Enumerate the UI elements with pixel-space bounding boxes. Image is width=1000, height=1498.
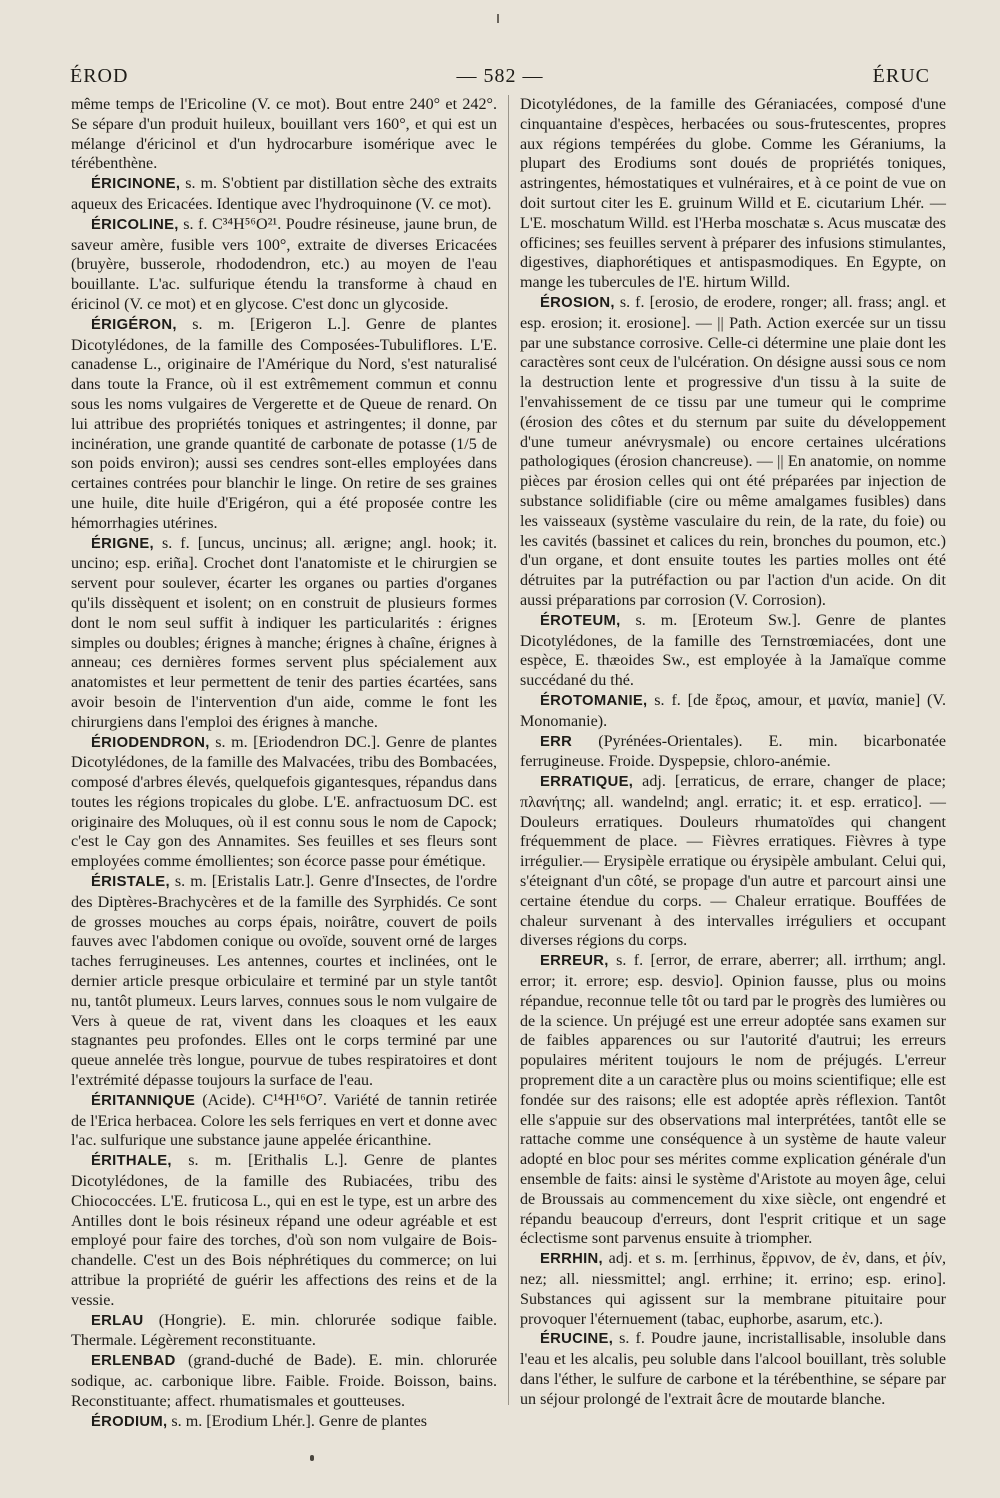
entry-headword: ÉRITANNIQUE: [91, 1092, 196, 1109]
entry-text: adj. [erraticus, de errare, changer de place; πλανήτης; all. wandelnd; angl. erratic; it. et esp. erratico]. — Douleurs erratiques. Douleurs rhumatoïdes qui changent fréquemment de place. — Fièvres erratiques. Fièvres à type irrégulier.— Erysipèle erratique ou érysipèle ambulant. Celui qui, s'éteignant d'un côté, se propage d'un autre et parcourt ainsi une certaine étendue du corps. — Chaleur erratique. Bouffées de chaleur survenant à des intervalles irréguliers et occupant diverses régions du corps.: [520, 773, 946, 950]
dictionary-entry: [71, 1311, 497, 1352]
entry-text: s. f. C³⁴H⁵⁶O²¹. Poudre résineuse, jaune brun, de saveur amère, fusible vers 100°, extraite de diverses Ericacées (bruyère, busserole, rhododendron, etc.) au moyen de l'eau bouillante. L'ac. sulfurique étendu la transforme à chaud en éricinol (V. ce mot) et en glycose. C'est donc un glycoside.: [71, 215, 497, 313]
right-column: [520, 95, 946, 1410]
entry-text: s. m. [Eroteum Sw.]. Genre de plantes Dicotylédones, de la famille des Ternstrœmiacées, dont une espèce, E. thæoides Sw., est employée à la Jamaïque comme succédané du thé.: [520, 611, 946, 690]
entry-headword: ERLENBAD: [91, 1353, 176, 1370]
dictionary-entry: [71, 215, 497, 315]
header-left-guideword: ÉROD: [70, 64, 129, 87]
dictionary-entry: [71, 872, 497, 1091]
entry-headword: ÉRICINONE,: [91, 176, 181, 193]
dictionary-entry: [71, 1151, 497, 1310]
entry-headword: ÉRISTALE,: [91, 874, 170, 891]
dictionary-entry: [71, 315, 497, 534]
dictionary-entry: [520, 611, 946, 691]
dictionary-entry: [71, 174, 497, 215]
entry-text: s. f. Poudre jaune, incristallisable, insoluble dans l'eau et les alcalis, peu soluble dans l'alcool bouillant, très soluble dans l'éther, le sulfure de carbone et la térébenthine, se sépare par un séjour prolongé de l'extrait âcre de moutarde blanche.: [520, 1330, 946, 1408]
entry-headword: ERRATIQUE,: [540, 774, 634, 791]
entry-headword: ÉRIGNE,: [91, 535, 154, 552]
entry-headword: ERLAU: [91, 1312, 144, 1329]
print-mark: [497, 14, 499, 23]
entry-headword: ÉROTOMANIE,: [540, 692, 648, 709]
header-right-guideword: ÉRUC: [872, 64, 930, 87]
entry-text: s. m. [Erithalis L.]. Genre de plantes Dicotylédones, de la famille des Rubiacées, tribu des Chiococcées. L'E. fruticosa L., qui en est le type, est un arbre des Antilles dont le bois résineux répand une odeur agréable et est employé pour faire des torches, d'où son nom vulgaire de Bois-chandelle. C'est un des Bois néphrétiques du commerce; on lui attribue la propriété de guérir les affections des reins et de la vessie.: [71, 1152, 497, 1309]
entry-text: Dicotylédones, de la famille des Géraniacées, composé d'une cinquantaine d'espèces, herbacées ou sous-frutescentes, propres aux régions tempérées du globe. Comme les Géraniums, la plupart des Erodiums sont doués de propriétés toniques, astringentes, hémostatiques et vulnéraires, et à ce point de vue on doit surtout citer les E. gruinum Willd et E. cicutarium Lhér. — L'E. moschatum Willd. est l'Herba moschatæ s. Acus muscatæ des officines; ses feuilles servent à préparer des infusions stimulantes, digestives, diaphorétiques et antispasmodiques. En Egypte, on mange les tubercules de l'E. hirtum Willd.: [520, 96, 946, 292]
entry-headword: ÉRODIUM,: [91, 1413, 168, 1430]
dictionary-entry: [71, 1351, 497, 1411]
entry-text: (Acide). C¹⁴H¹⁶O⁷. Variété de tannin retirée de l'Erica herbacea. Colore les sels ferriques en vert et donne avec l'ac. sulfurique une substance jaune appelée éricanthine.: [71, 1091, 497, 1150]
entry-text: s. f. [erosio, de erodere, ronger; all. frass; angl. et esp. erosion; it. erosione]. — || Path. Action exercée sur un tissu par une substance corrosive. Celle-ci détermine une plaie dont les caractères sont ceux de l'ulcération. On désigne aussi sous ce nom la destruction lente et progressive d'un tissu à la suite de l'envahissement de ce tissu par une tumeur qui le comprime (érosion des côtes et du sternum par suite du développement d'une tumeur anévrysmale) ou encore certaines ulcérations pathologiques (érosion chancreuse). — || En anatomie, on nomme pièces par érosion celles qui ont été préparées par injection de substance solidifiable (cire ou même amalgames fusibles) dans les vaisseaux (système vasculaire du rein, de la rate, du foie) ou les cavités (bassinet et calices du rein, bronches du poumon, etc.) d'un organe, et dont ensuite toutes les parties molles ont été détruites par la putréfaction ou par l'action d'un acide. On dit aussi préparations par corrosion (V. Corrosion).: [520, 293, 946, 609]
entry-headword: ERRHIN,: [540, 1251, 603, 1268]
entry-text: s. m. S'obtient par distillation sèche des extraits aqueux des Ericacées. Identique avec l'hydroquinone (V. ce mot).: [71, 175, 497, 213]
dictionary-entry: [520, 732, 946, 773]
entry-text: (Hongrie). E. min. chlorurée sodique faible. Thermale. Légèrement reconstituante.: [71, 1311, 497, 1350]
entry-text: (Pyrénées-Orientales). E. min. bicarbonatée ferrugineuse. Froide. Dyspepsie, chloro-anémie.: [520, 732, 946, 771]
entry-text: s. f. [uncus, uncinus; all. ærigne; angl. hook; it. uncino; esp. eriña]. Crochet dont l'anatomiste et le chirurgien se servent pour soulever, écarter les organes ou parties d'organes qu'ils dissèquent et isolent; on en construit de plusieurs formes dont le nom seul suffit à indiquer les particularités : érignes simples ou doubles; érignes à manche; érignes à chaîne, érignes à anneau; ces dernières formes servent plus spécialement aux anatomistes et leur permettent de tenir des parties écartées, sans avoir besoin de l'intervention d'un aide, comme le font les chirurgiens dans l'emploi des érignes à manche.: [71, 534, 498, 731]
entry-headword: ERR: [540, 733, 573, 750]
dictionary-entry: [520, 691, 946, 732]
dictionary-entry: [520, 951, 946, 1249]
dictionary-entry: [71, 1091, 497, 1151]
entry-text: s. m. [Eristalis Latr.]. Genre d'Insectes, de l'ordre des Diptères-Brachycères et de la famille des Syrphidés. Ce sont de grosses mouches au corps épais, noirâtre, couvert de poils fauves avec l'abdomen conique ou ovoïde, souvent orné de larges taches ferrugineuses. Les antennes, courtes et inclinées, ont le dernier article presque orbiculaire et terminé par un style tantôt nu, tantôt plumeux. Leurs larves, connues sous le nom vulgaire de Vers à queue de rat, vivent dans les cloaques et les eaux stagnantes peu profondes. Elles ont le corps terminé par une queue annelée très longue, pourvue de tubes respiratoires et dont l'extrémité dépasse toujours la surface de l'eau.: [71, 873, 497, 1090]
entry-headword: ÉRITHALE,: [91, 1153, 172, 1170]
dictionary-entry: [71, 534, 497, 733]
entry-text: s. f. [de ἔρως, amour, et μανία, manie] (V. Monomanie).: [520, 691, 946, 730]
page-header: [70, 60, 930, 92]
entry-text: (grand-duché de Bade). E. min. chlorurée sodique, ac. carbonique libre. Faible. Froide. Boisson, bains. Reconstituante; affect. rhumatismales et goutteuses.: [71, 1352, 497, 1410]
entry-headword: ÉROSION,: [540, 294, 615, 311]
left-column: [71, 95, 497, 1432]
column-divider: [508, 95, 509, 1405]
entry-text: s. m. [Erigeron L.]. Genre de plantes Dicotylédones, de la famille des Composées-Tubuliflores. L'E. canadense L., originaire de l'Amérique du Nord, s'est naturalisé dans toute la France, où il est extrêmement commun et connu sous les noms vulgaires de Vergerette et de Queue de renard. On lui attribue des propriétés toniques et astringentes; il donne, par incinération, une grande quantité de carbonate de potasse (1/5 de son poids environ); aussi ses cendres sont-elles employées dans certaines contrées pour blanchir le linge. On retire de ses graines une huile, dite huile d'Erigéron, qui a été proposée contre les hémorrhagies utérines.: [71, 315, 497, 532]
dictionary-entry: [520, 1329, 946, 1409]
dictionary-entry: [520, 293, 946, 611]
dictionary-entry: [71, 733, 497, 873]
entry-text: s. m. [Erodium Lhér.]. Genre de plantes: [171, 1412, 428, 1430]
dictionary-entry: [71, 1412, 497, 1433]
entry-headword: ÉRUCINE,: [540, 1331, 614, 1348]
entry-text: même temps de l'Ericoline (V. ce mot). Bout entre 240° et 242°. Se sépare d'un produit huileux, bouillant vers 160°, et qui est un mélange d'éricinol et d'un hydrocarbure isomérique avec le térébenthène.: [71, 96, 497, 173]
entry-continuation: [71, 95, 497, 174]
entry-text: s. m. [Eriodendron DC.]. Genre de plantes Dicotylédones, de la famille des Malvacées, tribu des Bombacées, composé d'arbres élevés, quelquefois gigantesques, répandus dans toutes les régions tropicales du globe. L'E. anfractuosum DC. est originaire des Moluques, où il est connu sous le nom de Capock; c'est le Cay gon des Annamites. Ses feuilles et ses fleurs sont employées comme émollientes; son écorce passe pour émétique.: [71, 733, 497, 871]
dictionary-entry: [520, 772, 946, 951]
entry-headword: ÉROTEUM,: [540, 612, 621, 629]
entry-text: s. f. [error, de errare, aberrer; all. irrthum; angl. error; it. errore; esp. desvio]. Opinion fausse, plus ou moins répandue, reconnue telle tôt ou tard par le progrès des lumières ou de la science. Un préjugé est une erreur adoptée sans examen sur de faibles apparences ou sur l'autorité d'autrui; les erreurs populaires méritent toujours le nom de préjugés. L'erreur proprement dite a un caractère plus ou moins scientifique; elle est fondée sur des raisons; elle est adoptée après réflexion. Tantôt elle s'appuie sur des observations mal interprétées, tantôt elle se rattache comme une conséquence à un système de haute valeur adopté en bloc pour ses mérites comme explication générale d'un ensemble de faits: ainsi le système d'Aristote au moyen âge, celui de Broussais au commencement du xixe siècle, ont engendré et répandu beaucoup d'erreurs, dont l'esprit critique et un sage éclectisme sont parvenus ensuite à triompher.: [520, 952, 946, 1248]
entry-headword: ÉRIGÉRON,: [91, 316, 177, 333]
entry-headword: ERREUR,: [540, 953, 609, 970]
page-number: — 582 —: [456, 64, 544, 87]
entry-text: adj. et s. m. [errhinus, ἔρρινον, de ἐν, dans, et ῥίν, nez; all. niessmittel; angl. errhine; it. errino; esp. erino]. Substances qui agissent sur la membrane pituitaire pour provoquer l'éternuement (tabac, euphorbe, asarum, etc.).: [520, 1250, 946, 1328]
entry-headword: ÉRIODENDRON,: [91, 734, 210, 751]
entry-continuation: [520, 95, 946, 293]
dictionary-entry: [520, 1249, 946, 1329]
print-mark: [310, 1455, 314, 1461]
entry-headword: ÉRICOLINE,: [91, 216, 179, 233]
